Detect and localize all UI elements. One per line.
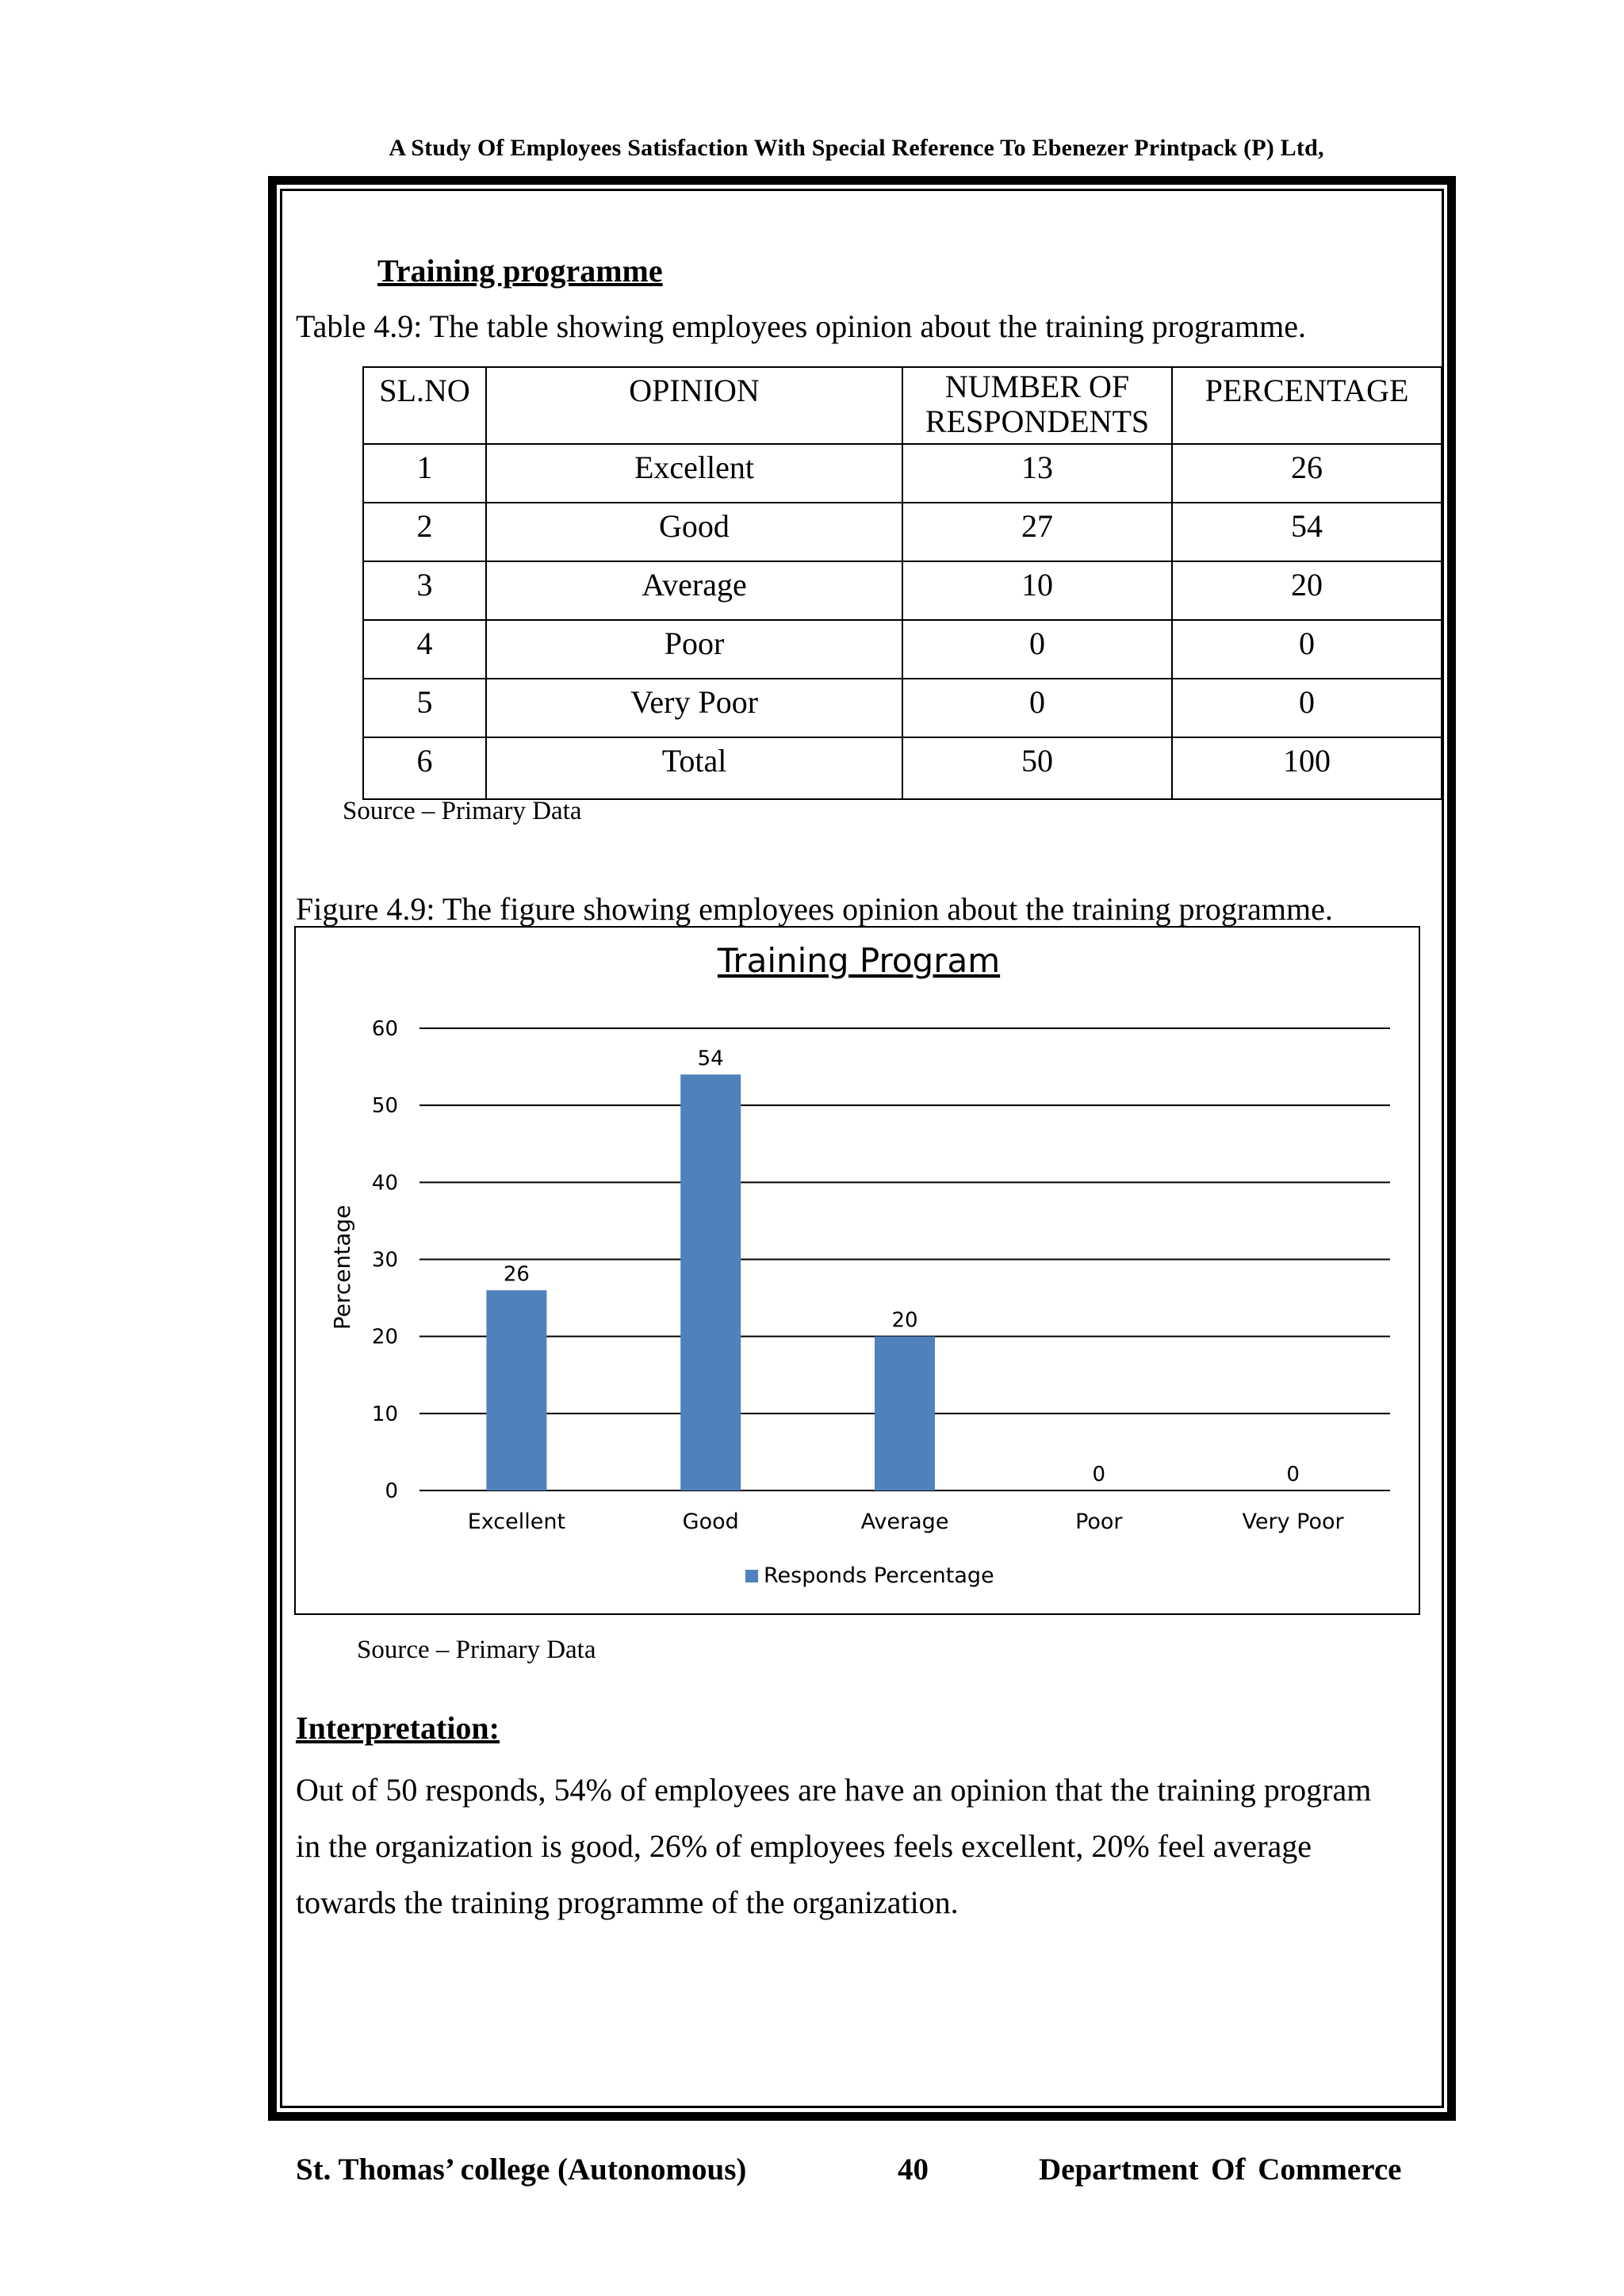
table-source: Source – Primary Data [343, 797, 582, 825]
cell-opinion: Good [486, 503, 902, 561]
cell-respondents: 27 [902, 503, 1172, 561]
header-opinion: OPINION [486, 367, 902, 444]
table-header-row [363, 367, 1442, 444]
x-tick-label: Very Poor [1242, 1510, 1344, 1534]
legend-swatch [745, 1570, 758, 1582]
interpretation-line: towards the training programme of the organization. [296, 1885, 959, 1920]
interpretation-line: in the organization is good, 26% of employees feels excellent, 20% feel average [296, 1828, 1312, 1864]
table-caption: Table 4.9: The table showing employees opinion about the training programme. [296, 308, 1306, 344]
opinion-table [362, 366, 1442, 800]
cell-sl: 6 [363, 737, 486, 799]
bar-excellent [486, 1290, 546, 1490]
interpretation-line: Out of 50 responds, 54% of employees are have an opinion that the training program [296, 1772, 1372, 1808]
cell-percentage: 0 [1172, 620, 1442, 679]
table-row [363, 679, 1442, 737]
cell-respondents: 0 [902, 679, 1172, 737]
header-respondents-line1: NUMBER OF [944, 369, 1130, 404]
y-tick-label: 60 [371, 1017, 398, 1041]
header-respondents [902, 367, 1172, 444]
chart-frame [294, 926, 1420, 1615]
training-program-chart [296, 928, 1422, 1617]
y-tick-label: 20 [371, 1325, 398, 1349]
y-tick-label: 50 [371, 1094, 398, 1119]
bar-good [680, 1074, 741, 1490]
table-row [363, 444, 1442, 503]
legend-label: Responds Percentage [764, 1563, 994, 1588]
cell-opinion: Excellent [486, 444, 902, 503]
bar-average [875, 1337, 935, 1490]
cell-sl: 1 [363, 444, 486, 503]
cell-percentage: 0 [1172, 679, 1442, 737]
cell-respondents: 13 [902, 444, 1172, 503]
footer-page-number: 40 [898, 2152, 929, 2187]
cell-sl: 4 [363, 620, 486, 679]
cell-opinion: Very Poor [486, 679, 902, 737]
cell-percentage: 26 [1172, 444, 1442, 503]
table-row [363, 561, 1442, 620]
x-tick-label: Excellent [467, 1510, 566, 1534]
cell-respondents: 10 [902, 561, 1172, 620]
table-row [363, 620, 1442, 679]
cell-percentage: 20 [1172, 561, 1442, 620]
figure-source: Source – Primary Data [357, 1636, 596, 1664]
y-tick-label: 10 [371, 1402, 398, 1426]
x-tick-label: Average [860, 1510, 949, 1534]
y-tick-label: 30 [371, 1248, 398, 1272]
header-sl-no: SL.NO [363, 367, 486, 444]
figure-caption: Figure 4.9: The figure showing employees opinion about the training programme. [296, 891, 1333, 927]
running-header: A Study Of Employees Satisfaction With Special Reference To Ebenezer Printpack (P) Ltd, [389, 135, 1324, 161]
data-label: 26 [503, 1262, 530, 1287]
footer-college: St. Thomas’ college (Autonomous) [296, 2152, 747, 2187]
table-row-total [363, 737, 1442, 799]
data-label: 0 [1092, 1463, 1106, 1487]
cell-percentage: 100 [1172, 737, 1442, 799]
cell-opinion: Total [486, 737, 902, 799]
x-tick-label: Poor [1075, 1510, 1123, 1534]
x-tick-label: Good [682, 1510, 739, 1534]
header-percentage: PERCENTAGE [1172, 367, 1442, 444]
header-respondents-line2: RESPONDENTS [925, 404, 1150, 439]
y-tick-label: 40 [371, 1171, 398, 1196]
cell-sl: 5 [363, 679, 486, 737]
data-label: 54 [697, 1047, 724, 1071]
interpretation-title: Interpretation: [296, 1710, 500, 1746]
cell-sl: 2 [363, 503, 486, 561]
data-label: 0 [1286, 1463, 1300, 1487]
cell-opinion: Poor [486, 620, 902, 679]
cell-percentage: 54 [1172, 503, 1442, 561]
chart-title: Training Program [717, 941, 1001, 980]
table-row [363, 503, 1442, 561]
interpretation-text [296, 1762, 1422, 1931]
cell-respondents: 50 [902, 737, 1172, 799]
cell-opinion: Average [486, 561, 902, 620]
y-axis-label: Percentage [329, 1204, 355, 1330]
section-title: Training programme [377, 253, 663, 289]
data-label: 20 [891, 1308, 918, 1333]
y-tick-label: 0 [385, 1479, 398, 1503]
footer-department: Department Of Commerce [1039, 2152, 1402, 2187]
cell-respondents: 0 [902, 620, 1172, 679]
cell-sl: 3 [363, 561, 486, 620]
